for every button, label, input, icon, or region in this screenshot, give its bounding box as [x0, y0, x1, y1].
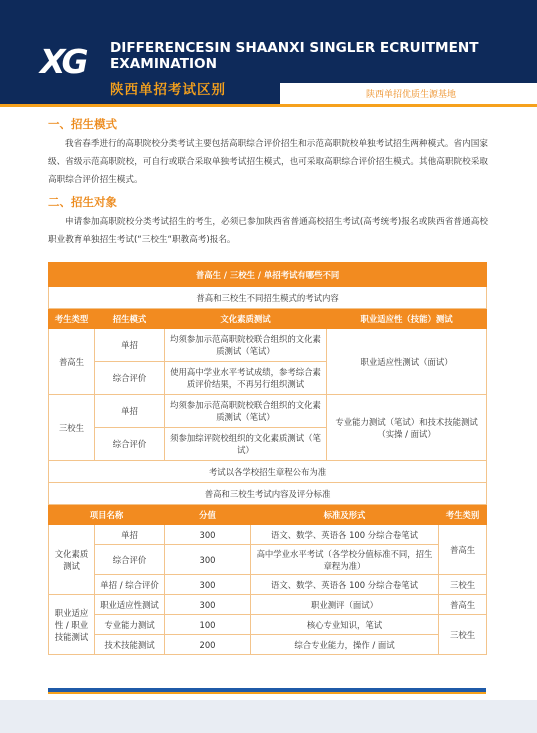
item-score: 300 [165, 545, 251, 575]
item-category: 三校生 [439, 575, 487, 595]
group-vocational: 职业适应性 / 职业技能测试 [49, 595, 95, 655]
subtitle-tag: 陕西单招优质生源基地 [366, 90, 457, 100]
cell-culture: 须参加综评院校组织的文化素质测试（笔试） [165, 428, 327, 461]
section-text-mode: 我省春季进行的高职院校分类考试主要包括高职综合评价招生和示范高职院校单独考试招生两种模式。省内国家级、省级示范高职院校，可自行或联合采取单独考试招生模式，也可采取高职综合评价招生模式。其他高职院校采取高职综合评价招生模式。 [48, 139, 488, 185]
section-text-target: 申请参加高职院校分类考试招生的考生，必须已参加陕西省普通高校招生考试(高考统考)报名或陕西省普通高校职业教育单独招生考试(“三校生“职教高考)报名。 [48, 217, 488, 245]
header-white-bar [0, 83, 537, 104]
item-name: 单招 [95, 525, 165, 545]
cell-mode: 单招 [95, 395, 165, 428]
table-note: 考试以各学校招生章程公布为准 [49, 461, 487, 483]
item-name: 职业适应性测试 [95, 595, 165, 615]
item-standard: 语文、数学、英语各 100 分综合卷笔试 [251, 575, 439, 595]
col-header-category: 考生类别 [439, 505, 487, 525]
table-caption: 普高生 / 三校生 / 单招考试有哪些不同 [49, 263, 487, 287]
title-english: DIFFERENCESIN SHAANXI SINGLER ECRUITMENT EXAMINATION [110, 40, 479, 72]
comparison-table [48, 262, 486, 655]
item-name: 单招 / 综合评价 [95, 575, 165, 595]
item-name: 技术技能测试 [95, 635, 165, 655]
row-type-pg: 普高生 [49, 329, 95, 395]
item-name: 专业能力测试 [95, 615, 165, 635]
item-category: 普高生 [439, 525, 487, 575]
cell-culture: 均须参加示范高职院校联合组织的文化素质测试（笔试） [165, 395, 327, 428]
col-header-culture: 文化素质测试 [165, 309, 327, 329]
item-name: 综合评价 [95, 545, 165, 575]
col-header-type: 考生类型 [49, 309, 95, 329]
item-score: 300 [165, 525, 251, 545]
item-category: 三校生 [439, 615, 487, 655]
item-score: 300 [165, 575, 251, 595]
item-standard: 语文、数学、英语各 100 分综合卷笔试 [251, 525, 439, 545]
item-standard: 高中学业水平考试（各学校分值标准不同，招生章程为准） [251, 545, 439, 575]
item-category: 普高生 [439, 595, 487, 615]
col-header-standard: 标准及形式 [251, 505, 439, 525]
item-score: 200 [165, 635, 251, 655]
logo-mark: XG [40, 42, 85, 81]
cell-vocational: 专业能力测试（笔试）和技术技能测试（实操 / 面试） [327, 395, 487, 461]
cell-culture: 均须参加示范高职院校联合组织的文化素质测试（笔试） [165, 329, 327, 362]
item-standard: 核心专业知识，笔试 [251, 615, 439, 635]
header-divider [0, 104, 537, 107]
cell-mode: 综合评价 [95, 362, 165, 395]
table-subtitle-1: 普高和三校生不同招生模式的考试内容 [49, 287, 487, 309]
col-header-score: 分值 [165, 505, 251, 525]
group-culture: 文化素质测试 [49, 525, 95, 595]
section-heading-target: 二、招生对象 [48, 195, 117, 209]
cell-vocational: 职业适应性测试（面试） [327, 329, 487, 395]
row-type-sx: 三校生 [49, 395, 95, 461]
cell-mode: 单招 [95, 329, 165, 362]
footer-orange-stripe [48, 692, 486, 694]
table-subtitle-2: 普高和三校生考试内容及评分标准 [49, 483, 487, 505]
col-header-item: 项目名称 [49, 505, 165, 525]
cell-mode: 综合评价 [95, 428, 165, 461]
item-standard: 职业测评（面试） [251, 595, 439, 615]
item-standard: 综合专业能力，操作 / 面试 [251, 635, 439, 655]
item-score: 100 [165, 615, 251, 635]
section-heading-mode: 一、招生模式 [48, 117, 117, 131]
title-chinese: 陕西单招考试区别 [110, 82, 226, 98]
cell-culture: 使用高中学业水平考试成绩，参考综合素质评价结果，不再另行组织测试 [165, 362, 327, 395]
item-score: 300 [165, 595, 251, 615]
footer-background [0, 700, 537, 733]
col-header-vocational: 职业适应性（技能）测试 [327, 309, 487, 329]
col-header-mode: 招生模式 [95, 309, 165, 329]
